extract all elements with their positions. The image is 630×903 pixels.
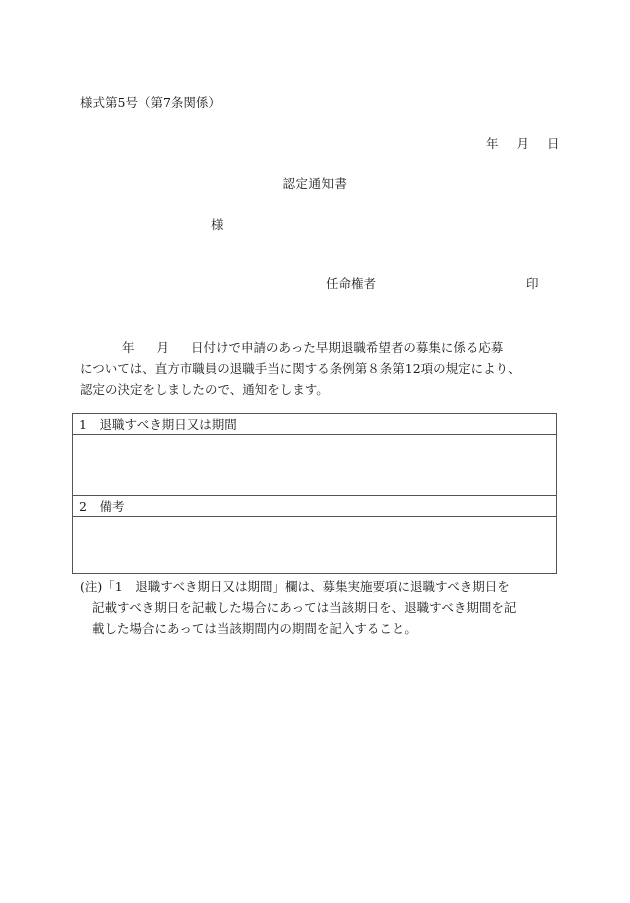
retirement-date-field: [73, 435, 557, 496]
date-month: 月: [516, 136, 530, 151]
note-line-3: 載した場合にあっては当該期間内の期間を記入すること。: [92, 621, 417, 636]
remarks-label: 2 備考: [73, 496, 557, 517]
body-line-1: [80, 337, 560, 358]
retirement-date-label: 1 退職すべき期日又は期間: [73, 414, 557, 435]
remarks-field: [73, 517, 557, 574]
date-year: 年: [486, 136, 499, 151]
addressee-suffix: 様: [211, 217, 224, 232]
document-title: 認定通知書: [282, 176, 348, 191]
note-line-2: 記載すべき期日を記載した場合にあっては当該期日を、退職すべき期間を記: [92, 600, 517, 615]
body-paragraph: [80, 337, 560, 400]
appointer-label: 任命権者: [326, 276, 377, 291]
body-line-1-rest: 日付けで申請のあった早期退職希望者の募集に係る応募: [191, 340, 504, 355]
body-year: 年: [122, 340, 135, 355]
seal-mark: 印: [526, 276, 539, 291]
body-line-3: 認定の決定をしましたので、通知をします。: [80, 382, 329, 397]
note-block: [80, 576, 560, 639]
form-table: [72, 413, 557, 574]
body-line-2: については、直方市職員の退職手当に関する条例第８条第12項の規定により、: [80, 361, 521, 376]
form-number: 様式第5号（第7条関係）: [80, 95, 221, 110]
date-line: [486, 138, 560, 151]
date-day: 日: [547, 136, 560, 151]
body-month: 月: [156, 340, 170, 355]
note-line-1: (注)「1 退職すべき期日又は期間」欄は、募集実施要項に退職すべき期日を: [80, 579, 510, 594]
